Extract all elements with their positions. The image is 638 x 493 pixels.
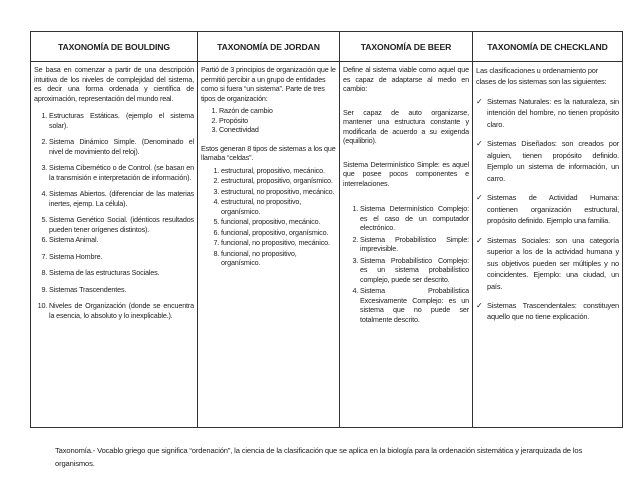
check-icon: ✓ <box>476 193 483 203</box>
check-icon: ✓ <box>476 300 483 310</box>
check-icon: ✓ <box>476 96 483 106</box>
list-item: 5. Sistema Genético Social. (idénticos resultados pueden tener orígenes distintos). <box>49 215 194 234</box>
list-item: 5. funcional, propositivo, mecánico. <box>221 217 336 227</box>
checkland-cell <box>473 62 623 428</box>
beer-simple-deterministic: Sistema Determinístico Simple: es aquel que posee pocos componentes e interrelaciones. <box>343 159 469 188</box>
beer-cell <box>340 62 473 428</box>
list-item: 2. Sistema Dinámico Simple. (Denominado el nivel de movimiento del reloj). <box>49 137 194 156</box>
list-item: 2. Propósito <box>219 116 336 126</box>
jordan-cell <box>198 62 340 428</box>
list-item: 10. Niveles de Organización (donde se encuentra la esencia, lo absoluto y lo inexplicable.). <box>49 301 194 320</box>
taxonomy-page <box>30 31 622 428</box>
header-checkland: TAXONOMÍA DE CHECKLAND <box>473 32 623 62</box>
list-item: 8. funcional, no propositivo, organísmico. <box>221 249 336 268</box>
list-item: 8. Sistema de las estructuras Sociales. <box>49 268 194 278</box>
list-item: 3. Sistema Cibernético o de Control. (se basan en la transmisión e interpretación de información). <box>49 163 194 182</box>
list-item: 4. Sistema Probabilística Excesivamente Complejo: es un sistema que no puede ser totalmente descrito. <box>360 286 469 324</box>
jordan-intro: Partió de 3 principios de organización que le permitió percibir a un grupo de entidades como si fuera “un sistema”. Parte de tres tipos de organización: <box>201 65 336 103</box>
list-item: 1. Sistema Determinístico Complejo: es el caso de un computador electrónico. <box>360 204 469 233</box>
list-item: 2. Sistema Probabilístico Simple: imprevisible. <box>360 235 469 254</box>
list-item: 4. estructural, no propositivo, organísmico. <box>221 197 336 216</box>
list-item: ✓ Sistemas Sociales: son una categoría superior a los de la actividad humana y sus objetivos pueden ser múltiples y no coincidentes. Ejemplo: una ciudad, un país. <box>476 235 619 291</box>
list-item: 3. Sistema Probabilístico Complejo: es un sistema probabilístico complejo, puede ser descrito. <box>360 256 469 285</box>
list-item: 4. Sistemas Abiertos. (diferenciar de las materias inertes, ejemp. La célula). <box>49 189 194 208</box>
list-item: 1. estructural, propositivo, mecánico. <box>221 166 336 176</box>
list-item: 7. Sistema Hombre. <box>49 252 194 262</box>
checkland-intro: Las clasificaciones u ordenamiento por clases de los sistemas son las siguientes: <box>476 66 607 87</box>
list-item: 9. Sistemas Trascendentes. <box>49 285 194 295</box>
boulding-list <box>34 111 194 320</box>
taxonomy-table <box>30 31 623 428</box>
jordan-principles <box>201 106 336 135</box>
boulding-cell <box>31 62 198 428</box>
list-item: ✓ Sistemas Trascendentales: constituyen aquello que no tiene explicación. <box>476 300 619 322</box>
list-item: 3. estructural, no propositivo, mecánico. <box>221 187 336 197</box>
list-item: 6. funcional, propositivo, organísmico. <box>221 228 336 238</box>
list-item: 3. Conectividad <box>219 125 336 135</box>
header-jordan: TAXONOMÍA DE JORDAN <box>198 32 340 62</box>
jordan-intro-2: Estos generan 8 tipos de sistemas a los que llamaba “celdas”. <box>201 143 336 162</box>
header-beer: TAXONOMÍA DE BEER <box>340 32 473 62</box>
list-item: 1. Razón de cambio <box>219 106 336 116</box>
beer-list <box>343 204 469 324</box>
checkland-list <box>476 96 619 323</box>
check-icon: ✓ <box>476 235 483 245</box>
jordan-types <box>201 166 336 268</box>
list-item: ✓ Sistemas de Actividad Humana: contienen organización estructural, propósito definido. Ejemplo una familia. <box>476 193 619 226</box>
beer-definition: Define al sistema viable como aquel que es capaz de adaptarse al medio en cambio: <box>343 65 469 93</box>
taxonomy-definition-footnote: Taxonomía.- Vocablo griego que significa “ordenación”, la ciencia de la clasificación que se aplica en la biología para la ordenación sistemática y jerarquizada de los organismos. <box>55 445 583 468</box>
list-item: 7. funcional, no propositivo, mecánico. <box>221 238 336 248</box>
list-item: 6. Sistema Animal. <box>49 235 194 245</box>
header-row <box>31 32 623 62</box>
header-boulding: TAXONOMÍA DE BOULDING <box>31 32 198 62</box>
list-item: ✓ Sistemas Naturales: es la naturaleza, sin intención del hombre, no tienen propósito claro. <box>476 96 619 129</box>
list-item: 1. Estructuras Estáticas. (ejemplo el sistema solar). <box>49 111 194 130</box>
list-item: ✓ Sistemas Diseñados: son creados por alguien, tienen propósito definido. Ejemplo un sistema de información, un carro. <box>476 139 619 183</box>
boulding-intro: Se basa en comenzar a partir de una descripción intuitiva de los niveles de complejidad del sistema, es decir una forma ordenada y científica de aproximación, representación del mundo real. <box>34 65 194 103</box>
check-icon: ✓ <box>476 139 483 149</box>
list-item: 2. estructural, propositivo, organísmico. <box>221 176 336 186</box>
content-row <box>31 62 623 428</box>
beer-capability: Ser capaz de auto organizarse, mantener una estructura constante y modificarla de acuerdo a su exigenda (equilibrio). <box>343 107 469 145</box>
